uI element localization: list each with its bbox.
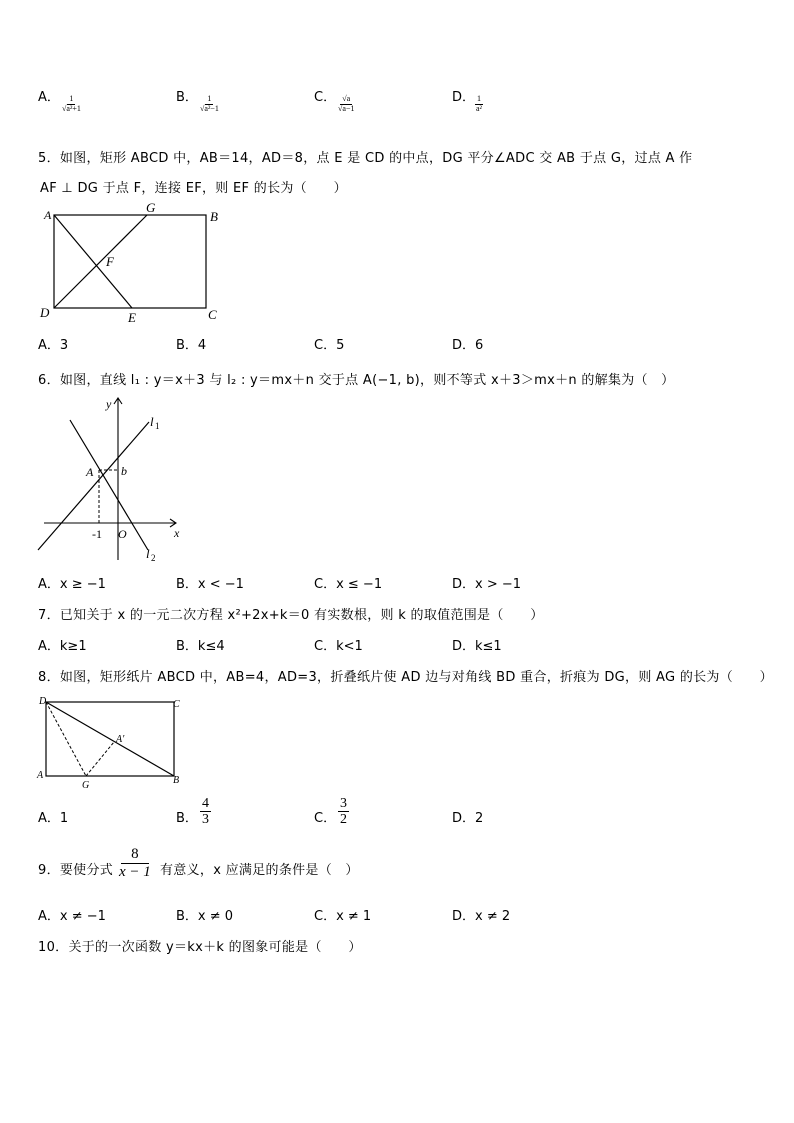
q8-b-den: 3 bbox=[202, 812, 209, 828]
q9-stem-prefix: 9．要使分式 bbox=[38, 863, 114, 878]
q8-label-g: G bbox=[82, 780, 90, 791]
q5-option-d: D．6 bbox=[452, 338, 484, 353]
q4-option-d-frac bbox=[474, 95, 484, 114]
q9-option-a: A．x ≠ −1 bbox=[38, 909, 106, 924]
q7-stem: 7．已知关于 x 的一元二次方程 x²+2x+k＝0 有实数根，则 k 的取值范围是（ ） bbox=[38, 608, 544, 623]
q5-label-b: B bbox=[210, 209, 218, 224]
q8-label-a-prime: A′ bbox=[116, 734, 125, 745]
q4-option-b-label: B． bbox=[176, 90, 198, 105]
q6-stem: 6．如图，直线 l₁ : y＝x＋3 与 l₂ : y＝mx＋n 交于点 A(−1, b)，则不等式 x＋3＞mx＋n 的解集为（ ） bbox=[38, 373, 675, 388]
q6-line-l2 bbox=[70, 420, 148, 550]
q9-option-d: D．x ≠ 2 bbox=[452, 909, 511, 924]
q5-option-b: B．4 bbox=[176, 338, 207, 353]
q6-label-l2: l bbox=[146, 546, 150, 561]
q7-option-d: D．k≤1 bbox=[452, 639, 502, 654]
q5-option-c: C．5 bbox=[314, 338, 345, 353]
q6-label-l1: l bbox=[150, 414, 154, 429]
q6-label-b: b bbox=[121, 464, 127, 478]
q6-label-l2-sub: 2 bbox=[151, 553, 156, 563]
q7-option-c: C．k<1 bbox=[314, 639, 363, 654]
q8-option-d: D．2 bbox=[452, 811, 484, 826]
q4-option-b-frac bbox=[198, 95, 221, 114]
q8-option-b-label: B． bbox=[176, 811, 198, 826]
q5-label-g: G bbox=[146, 200, 156, 215]
q6-label-y: y bbox=[106, 397, 112, 411]
q5-label-c: C bbox=[208, 307, 217, 322]
q8-c-den: 2 bbox=[340, 812, 347, 828]
q5-option-a: A．3 bbox=[38, 338, 69, 353]
q8-option-a: A．1 bbox=[38, 811, 69, 826]
q8-label-b: B bbox=[173, 775, 180, 786]
q9-frac-den: x − 1 bbox=[119, 863, 151, 880]
q8-b-num: 4 bbox=[202, 796, 209, 811]
q6-option-b: B．x < −1 bbox=[176, 577, 244, 592]
q5-stem-line1: 5．如图，矩形 ABCD 中，AB＝14，AD＝8，点 E 是 CD 的中点，DG 平分∠ADC 交 AB 于点 G，过点 A 作 bbox=[38, 151, 693, 166]
q8-option-c-label: C． bbox=[314, 811, 337, 826]
q4-option-a bbox=[38, 86, 60, 105]
q6-option-c: C．x ≤ −1 bbox=[314, 577, 383, 592]
q4-b-num: 1 bbox=[207, 94, 212, 103]
q6-label-neg1: -1 bbox=[92, 527, 102, 541]
q5-label-a: A bbox=[44, 208, 52, 222]
q5-line-AE bbox=[54, 215, 132, 308]
q4-option-d bbox=[452, 86, 475, 105]
q6-label-a: A bbox=[86, 465, 94, 479]
q9-stem-suffix: 有意义，x 应满足的条件是（ ） bbox=[160, 863, 359, 878]
q6-label-x: x bbox=[174, 526, 180, 540]
q8-option-c-frac bbox=[338, 796, 349, 828]
q8-label-c: C bbox=[173, 699, 180, 710]
q4-c-den: √a−1 bbox=[338, 103, 355, 113]
q8-stem: 8．如图，矩形纸片 ABCD 中，AB=4，AD=3，折叠纸片使 AD 边与对角线 BD 重合，折痕为 DG，则 AG 的长为（ ） bbox=[38, 670, 773, 685]
q4-option-c-label: C． bbox=[314, 90, 337, 105]
q4-option-a-label: A． bbox=[38, 90, 60, 105]
q9-option-c: C．x ≠ 1 bbox=[314, 909, 372, 924]
q6-label-origin: O bbox=[118, 527, 127, 541]
q4-option-c-frac bbox=[336, 95, 356, 114]
q5-label-e: E bbox=[128, 310, 136, 325]
q4-d-num: 1 bbox=[476, 94, 481, 103]
q9-fraction bbox=[117, 846, 153, 880]
q8-fold-ga bbox=[86, 742, 114, 776]
q8-label-a: A bbox=[37, 770, 44, 781]
q4-option-a-frac bbox=[60, 95, 83, 114]
q8-figure bbox=[36, 692, 186, 792]
q6-figure bbox=[36, 392, 186, 568]
q5-figure bbox=[36, 200, 226, 325]
q10-stem: 10．关于的一次函数 y＝kx＋k 的图象可能是（ ） bbox=[38, 940, 362, 955]
q4-b-den: √a²−1 bbox=[200, 103, 219, 113]
q8-option-b-frac bbox=[200, 796, 211, 828]
q4-a-num: 1 bbox=[69, 94, 74, 103]
q8-c-num: 3 bbox=[340, 796, 347, 811]
q9-option-b: B．x ≠ 0 bbox=[176, 909, 234, 924]
q8-option-c bbox=[314, 807, 336, 826]
q9-frac-num: 8 bbox=[121, 846, 149, 864]
q6-option-d: D．x > −1 bbox=[452, 577, 522, 592]
q4-option-c bbox=[314, 86, 336, 105]
q4-d-den: a² bbox=[476, 103, 482, 113]
q5-stem-line2: AF ⊥ DG 于点 F，连接 EF，则 EF 的长为（ ） bbox=[40, 181, 347, 196]
q8-label-d: D bbox=[39, 696, 47, 707]
q5-label-f: F bbox=[106, 254, 114, 269]
q5-label-d: D bbox=[40, 305, 50, 320]
q4-c-num: √a bbox=[342, 94, 351, 103]
q6-option-a: A．x ≥ −1 bbox=[38, 577, 106, 592]
q8-diagonal-bd bbox=[46, 702, 174, 776]
q5-rectangle bbox=[54, 215, 206, 308]
q7-option-a: A．k≥1 bbox=[38, 639, 87, 654]
q4-a-den: √a²+1 bbox=[62, 103, 81, 113]
q7-option-b: B．k≤4 bbox=[176, 639, 225, 654]
q4-option-b bbox=[176, 86, 198, 105]
q8-option-b bbox=[176, 807, 198, 826]
q4-option-d-label: D． bbox=[452, 90, 476, 105]
q6-label-l1-sub: 1 bbox=[155, 421, 160, 431]
q5-line-DG bbox=[54, 215, 147, 308]
